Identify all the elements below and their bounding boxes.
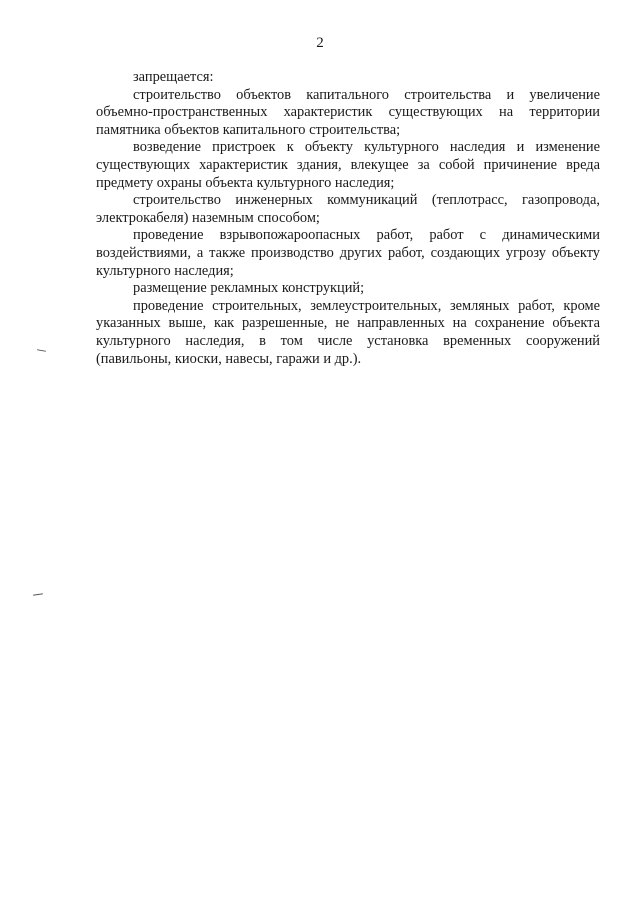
paragraph-advertising: размещение рекламных конструкций; [133,280,365,297]
paragraph-prohibited-intro: запрещается: [133,69,214,85]
scan-mark-lower [33,593,43,595]
page-number: 2 [316,35,324,51]
document-body [96,69,600,368]
paragraph-utility-networks: строительство инженерных коммуникаций (теплотрасс, газопровода, электрокабеля) наземным способом; [96,192,600,226]
paragraph-extensions: возведение пристроек к объекту культурного наследия и изменение существующих характеристик здания, влекущее за собой причинение вреда предмету охраны объекта культурного наследия; [96,139,600,191]
paragraph-explosive-works: проведение взрывопожароопасных работ, работ с динамическими воздействиями, а также производство других работ, создающих угрозу объекту культурного наследия; [96,227,600,279]
paragraph-earthworks: проведение строительных, землеустроительных, земляных работ, кроме указанных выше, как разрешенные, не направленных на сохранение объекта культурного наследия, в том числе установка временных сооружений (павильоны, киоски, навесы, гаражи и др.). [96,297,600,367]
paragraph-capital-construction: строительство объектов капитального строительства и увеличение объемно-пространственных характеристик существующих на территории памятника объектов капитального строительства; [96,86,600,138]
scan-mark-upper [37,349,46,352]
